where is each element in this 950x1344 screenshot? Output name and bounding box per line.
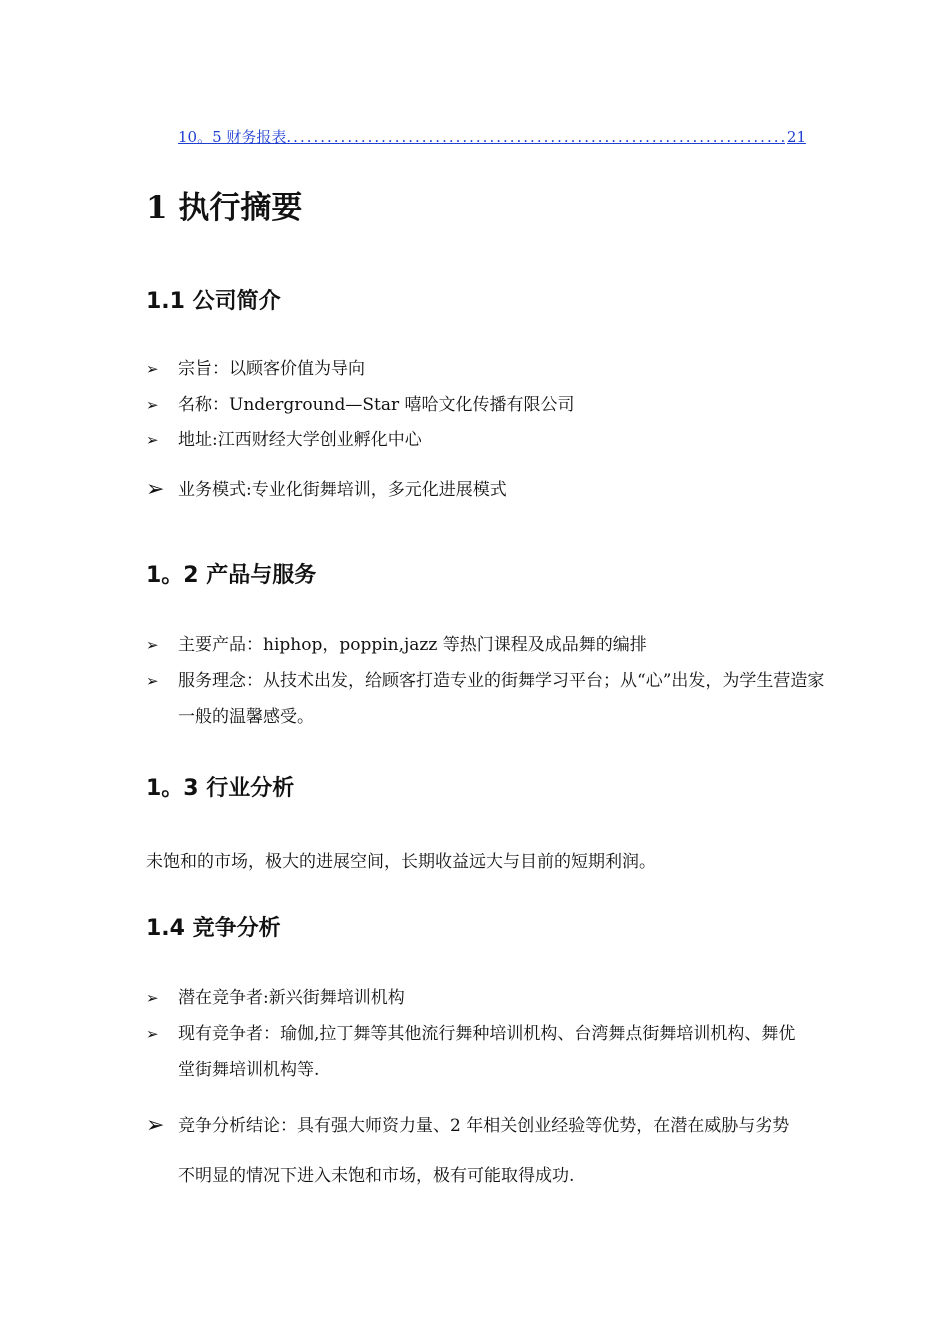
bullet-arrow-icon: ➢: [146, 1025, 159, 1043]
list-item: ➢ 地址:江西财经大学创业孵化中心: [146, 422, 826, 458]
section-title-competition-analysis: 1.4 竞争分析: [146, 916, 281, 941]
list-item: ➢ 主要产品：hiphop，poppin,jazz 等热门课程及成品舞的编排: [146, 627, 826, 663]
section-title-company-profile: 1.1 公司简介: [146, 289, 281, 314]
list-item: ➢ 服务理念：从技术出发，给顾客打造专业的街舞学习平台；从“心”出发，为学生营造家一般的温馨感受。: [146, 663, 826, 735]
section-title-products-services: 1。2 产品与服务: [146, 563, 317, 588]
bullet-arrow-icon: ➢: [146, 989, 159, 1007]
chapter-title: 1 执行摘要: [146, 190, 303, 226]
list-item: ➢ 宗旨：以顾客价值为导向: [146, 351, 826, 387]
section-title-industry-analysis: 1。3 行业分析: [146, 776, 295, 801]
bullet-arrow-icon: ➢: [146, 360, 159, 378]
bullet-arrow-icon: ➢: [146, 477, 165, 502]
toc-entry-label: 10。5 财务报表: [178, 128, 287, 146]
industry-analysis-text: 未饱和的市场，极大的进展空间，长期收益远大与目前的短期利润。: [146, 852, 656, 872]
bullet-arrow-icon: ➢: [146, 1113, 165, 1138]
list-item: ➢ 业务模式:专业化街舞培训，多元化进展模式: [146, 472, 826, 508]
bullet-arrow-icon: ➢: [146, 396, 159, 414]
bullet-arrow-icon: ➢: [146, 431, 159, 449]
toc-entry-page: 21: [786, 128, 806, 146]
toc-leader-dots: [286, 128, 785, 146]
list-item: ➢ 现有竞争者：瑜伽,拉丁舞等其他流行舞种培训机构、台湾舞点街舞培训机构、舞优堂街舞培训机构等.: [146, 1016, 806, 1088]
bullet-arrow-icon: ➢: [146, 636, 159, 654]
toc-entry-financial-report[interactable]: [178, 126, 806, 147]
list-item: ➢ 竞争分析结论：具有强大师资力量、2 年相关创业经验等优势，在潜在威胁与劣势不明显的情况下进入未饱和市场，极有可能取得成功.: [146, 1101, 806, 1201]
bullet-arrow-icon: ➢: [146, 672, 159, 690]
list-item: ➢ 名称：Underground—Star 嘻哈文化传播有限公司: [146, 387, 826, 423]
list-item: ➢ 潜在竞争者:新兴街舞培训机构: [146, 980, 826, 1016]
